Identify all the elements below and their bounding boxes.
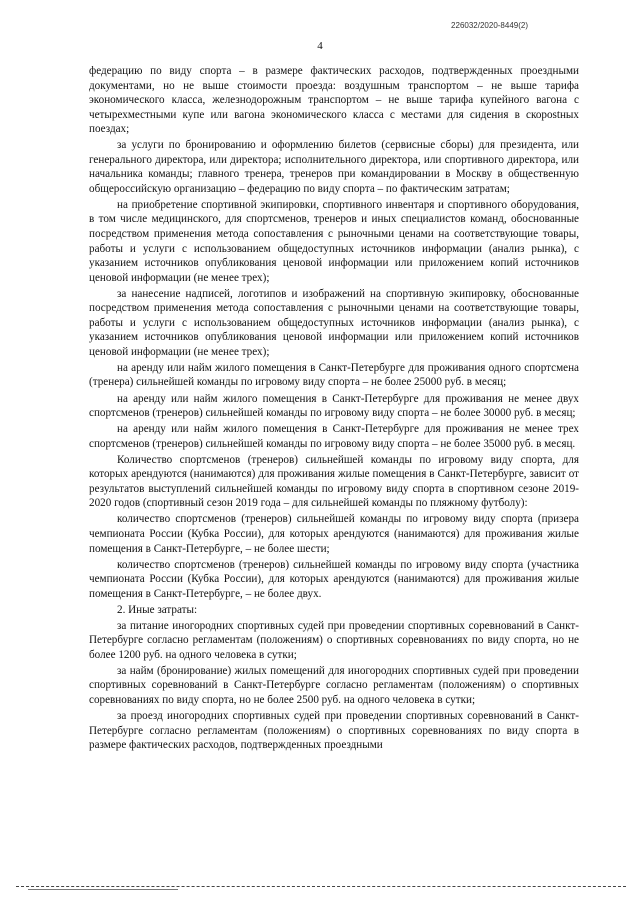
paragraph-10: количество спортсменов (тренеров) сильнейшей команды по игровому виду спорта (участника чемпионата России (Кубка России), для которых арендуются (нанимаются) для проживания жилые помещения в Санкт-Петербурге, – не более двух.: [89, 558, 579, 600]
section-heading-other-costs: 2. Иные затраты:: [117, 603, 198, 616]
paragraph-6: на аренду или найм жилого помещения в Санкт-Петербурге для проживания не менее двух спортсменов (тренеров) сильнейшей команды по игровому виду спорта – не более 30000 руб. в месяц;: [89, 392, 579, 420]
document-body: [89, 64, 579, 754]
paragraph-3: на приобретение спортивной экипировки, спортивного инвентаря и спортивного оборудования, в том числе медицинского, для спортсменов, тренеров и иных специалистов команд, обоснованные посредством применения метода сопоставления с рыночными ценами на соответствующие товары, работы и услуги с использованием общедоступных источников информации (анализ рынка), с указанием источников опубликования ценовой информации или приложением копий источников ценовой информации (не менее трех);: [89, 198, 579, 284]
paragraph-8: Количество спортсменов (тренеров) сильнейшей команды по игровому виду спорта, для которых арендуются (нанимаются) для проживания жилые помещения в Санкт-Петербурге, зависит от результатов выступлений сильнейшей команды по игровому виду спорта в спортивном сезоне 2019-2020 годов (спортивный сезон 2019 года – для сильнейшей команды по пляжному футболу):: [89, 453, 579, 510]
paragraph-12: за питание иногородних спортивных судей при проведении спортивных соревнований в Санкт-Петербурге согласно регламентам (положениям) о спортивных соревнованиях по виду спорта, но не более 1200 руб. на одного человека в сутки;: [89, 619, 579, 661]
footer-divider: [16, 886, 626, 887]
paragraph-4: за нанесение надписей, логотипов и изображений на спортивную экипировку, обоснованные посредством применения метода сопоставления с рыночными ценами на соответствующие товары, работы и услуги с использованием общедоступных источников информации (анализ рынка), с указанием источников опубликования ценовой информации или приложением копий источников ценовой информации (не менее трех);: [89, 287, 579, 358]
page-number: 4: [317, 40, 323, 52]
document-id: 226032/2020-8449(2): [451, 21, 528, 30]
paragraph-5: на аренду или найм жилого помещения в Санкт-Петербурге для проживания одного спортсмена (тренера) сильнейшей команды по игровому виду спорта – не более 25000 руб. в месяц;: [89, 361, 579, 389]
paragraph-9: количество спортсменов (тренеров) сильнейшей команды по игровому виду спорта (призера чемпионата России (Кубка России), для которых арендуются (нанимаются) для проживания жилые помещения в Санкт-Петербурге, – не более шести;: [89, 513, 579, 555]
paragraph-1: федерацию по виду спорта – в размере фактических расходов, подтвержденных проездными документами, но не выше стоимости проезда: воздушным транспортом – не выше тарифа экономического класса, железнодорожным транспортом – не выше тарифа купейного вагона с четырехместными купе или вагона экономического класса с местами для сидения в скорostных поездах;: [89, 65, 579, 136]
paragraph-2: за услуги по бронированию и оформлению билетов (сервисные сборы) для президента, или генерального директора, или директора; исполнительного директора, или спортивного директора, или начальника команды; главного тренера, тренеров при командировании в Москву в общественную общероссийскую организацию – федерацию по виду спорта – по фактическим затратам;: [89, 139, 579, 195]
footer-divider-short: [28, 889, 178, 890]
paragraph-7: на аренду или найм жилого помещения в Санкт-Петербурге для проживания не менее трех спортсменов (тренеров) сильнейшей команды по игровому виду спорта – не более 35000 руб. в месяц.: [89, 423, 579, 450]
paragraph-14: за проезд иногородних спортивных судей при проведении спортивных соревнований в Санкт-Петербурге согласно регламентам (положениям) о спортивных соревнованиях по виду спорта в размере фактических расходов, подтвержденных проездными: [89, 710, 579, 752]
paragraph-13: за найм (бронирование) жилых помещений для иногородних спортивных судей при проведении спортивных соревнований в Санкт-Петербурге согласно регламентам (положениям) о спортивных соревнованиях по виду спорта, но не более 2500 руб. на одного человека в сутки;: [89, 664, 579, 706]
